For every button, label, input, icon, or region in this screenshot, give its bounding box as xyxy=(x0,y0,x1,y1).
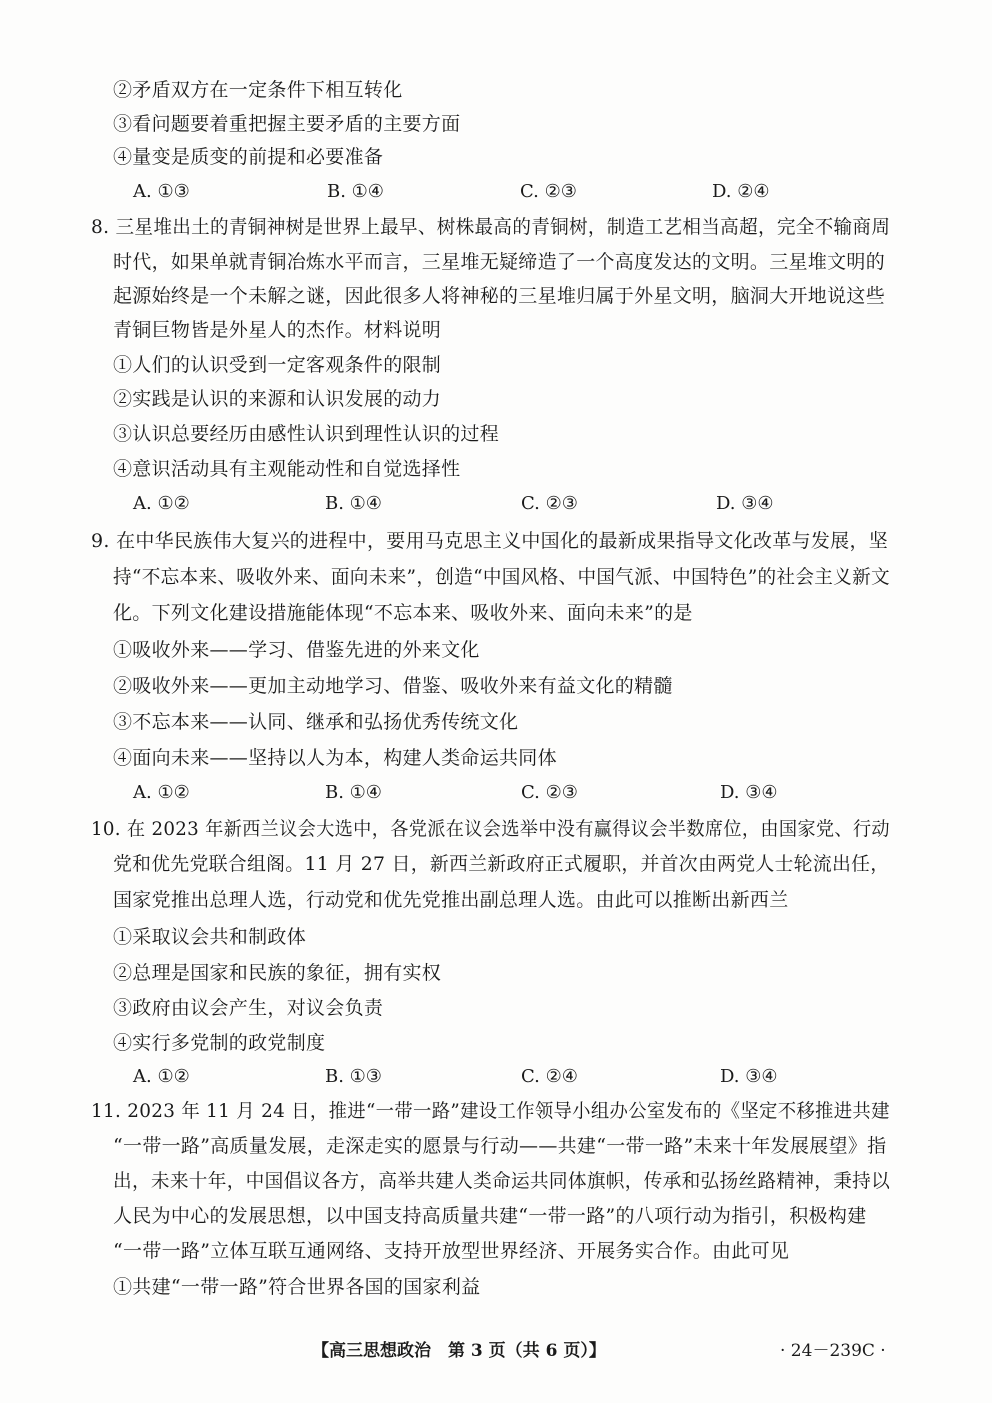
q9-item-2: ②吸收外来——更加主动地学习、借鉴、吸收外来有益文化的精髓 xyxy=(113,675,673,697)
q11-stem-line-1: 11. 2023 年 11 月 24 日，推进“一带一路”建设工作领导小组办公室发布的《坚定不移推进共建 xyxy=(91,1100,890,1122)
page-footer-title: 【高三思想政治 第 3 页（共 6 页）】 xyxy=(312,1341,606,1361)
q10-item-2: ②总理是国家和民族的象征，拥有实权 xyxy=(113,962,442,984)
q8-stem-line-3: 起源始终是一个未解之谜，因此很多人将神秘的三星堆归属于外星文明，脑洞大开地说这些 xyxy=(113,285,886,307)
q7-option-d: D. ②④ xyxy=(712,181,770,202)
q10-stem-line-2: 党和优先党联合组阁。11 月 27 日，新西兰新政府正式履职，并首次由两党人士轮流出任， xyxy=(113,853,890,875)
page-footer-code: · 24－239C · xyxy=(780,1341,886,1361)
q11-stem-line-3: 出，未来十年，中国倡议各方，高举共建人类命运共同体旗帜，传承和弘扬丝路精神，秉持以 xyxy=(113,1170,891,1192)
q9-option-c: C. ②③ xyxy=(521,782,578,803)
q8-option-a: A. ①② xyxy=(133,493,190,514)
q9-option-b: B. ①④ xyxy=(325,782,382,803)
q11-stem-line-5: “一带一路”立体互联互通网络、支持开放型世界经济、开展务实合作。由此可见 xyxy=(113,1240,790,1262)
q9-option-a: A. ①② xyxy=(133,782,190,803)
q9-stem-line-2: 持“不忘本来、吸收外来、面向未来”，创造“中国风格、中国气派、中国特色”的社会主义新文 xyxy=(113,566,890,588)
q11-stem-line-4: 人民为中心的发展思想，以中国支持高质量共建“一带一路”的八项行动为指引，积极构建 xyxy=(113,1205,867,1227)
q8-option-d: D. ③④ xyxy=(716,493,774,514)
q8-item-2: ②实践是认识的来源和认识发展的动力 xyxy=(113,388,442,410)
q8-stem-line-1: 8. 三星堆出土的青铜神树是世界上最早、树株最高的青铜树，制造工艺相当高超，完全不输商周 xyxy=(91,216,891,238)
q8-item-3: ③认识总要经历由感性认识到理性认识的过程 xyxy=(113,423,500,445)
q8-stem-line-4: 青铜巨物皆是外星人的杰作。材料说明 xyxy=(113,319,442,341)
q8-item-1: ①人们的认识受到一定客观条件的限制 xyxy=(113,354,442,376)
q9-option-d: D. ③④ xyxy=(720,782,778,803)
q7-item-4: ④量变是质变的前提和必要准备 xyxy=(113,146,384,168)
q9-item-4: ④面向未来——坚持以人为本，构建人类命运共同体 xyxy=(113,747,557,769)
q10-option-c: C. ②④ xyxy=(521,1066,578,1087)
q7-item-2: ②矛盾双方在一定条件下相互转化 xyxy=(113,79,403,101)
q7-option-c: C. ②③ xyxy=(520,181,577,202)
q7-option-a: A. ①③ xyxy=(133,181,190,202)
q8-stem-line-2: 时代，如果单就青铜冶炼水平而言，三星堆无疑缔造了一个高度发达的文明。三星堆文明的 xyxy=(113,251,886,273)
q7-option-b: B. ①④ xyxy=(327,181,384,202)
q8-item-4: ④意识活动具有主观能动性和自觉选择性 xyxy=(113,458,461,480)
q7-item-3: ③看问题要着重把握主要矛盾的主要方面 xyxy=(113,113,461,135)
q10-item-3: ③政府由议会产生，对议会负责 xyxy=(113,997,384,1019)
q10-option-b: B. ①③ xyxy=(325,1066,382,1087)
q10-item-4: ④实行多党制的政党制度 xyxy=(113,1032,326,1054)
q9-item-1: ①吸收外来——学习、借鉴先进的外来文化 xyxy=(113,639,480,661)
q9-stem-line-1: 9. 在中华民族伟大复兴的进程中，要用马克思主义中国化的最新成果指导文化改革与发展，坚 xyxy=(91,530,889,552)
q10-stem-line-3: 国家党推出总理人选，行动党和优先党推出副总理人选。由此可以推断出新西兰 xyxy=(113,889,789,911)
q10-item-1: ①采取议会共和制政体 xyxy=(113,926,307,948)
q10-option-a: A. ①② xyxy=(133,1066,190,1087)
q8-option-c: C. ②③ xyxy=(521,493,578,514)
q9-item-3: ③不忘本来——认同、继承和弘扬优秀传统文化 xyxy=(113,711,519,733)
q10-stem-line-1: 10. 在 2023 年新西兰议会大选中，各党派在议会选举中没有赢得议会半数席位，由国家党、行动 xyxy=(91,818,890,840)
q8-option-b: B. ①④ xyxy=(325,493,382,514)
q9-stem-line-3: 化。下列文化建设措施能体现“不忘本来、吸收外来、面向未来”的是 xyxy=(113,602,693,624)
q11-stem-line-2: “一带一路”高质量发展，走深走实的愿景与行动——共建“一带一路”未来十年发展展望》指 xyxy=(113,1135,887,1157)
q11-item-1: ①共建“一带一路”符合世界各国的国家利益 xyxy=(113,1276,481,1298)
q10-option-d: D. ③④ xyxy=(720,1066,778,1087)
